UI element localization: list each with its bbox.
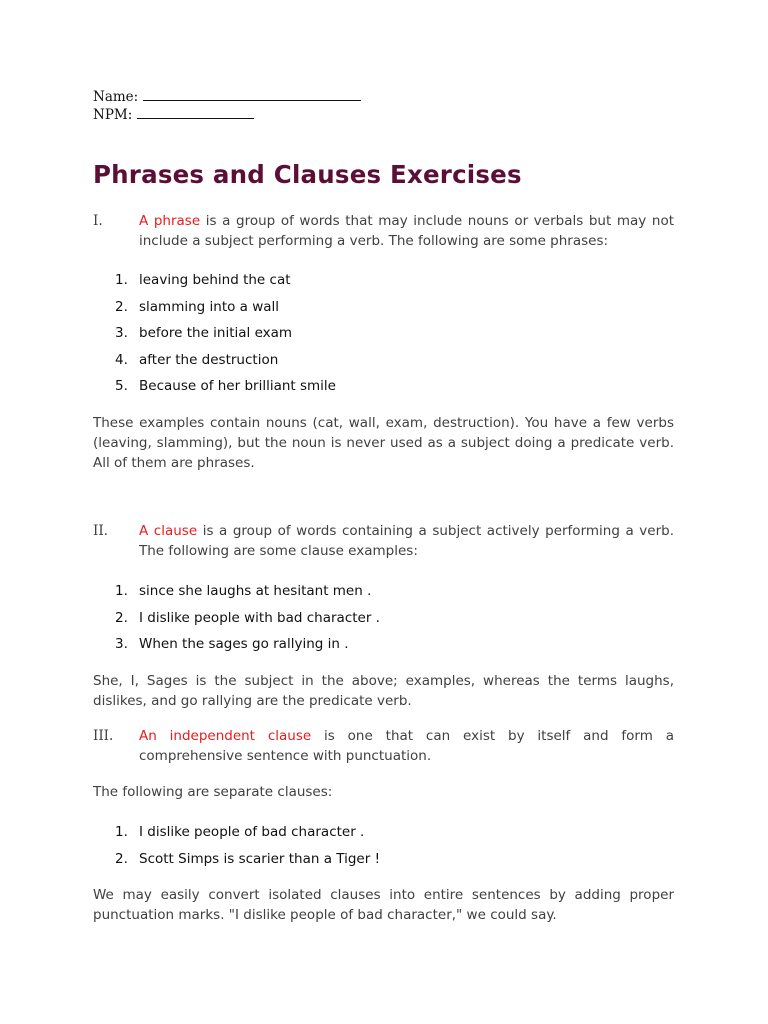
section-1-definition xyxy=(93,211,674,251)
npm-blank-line xyxy=(137,106,254,119)
list-item-text: slamming into a wall xyxy=(139,298,280,315)
list-item-number: 2. xyxy=(115,609,128,626)
list-item-number: 1. xyxy=(115,583,128,599)
section-3-highlight: An independent clause xyxy=(139,728,312,744)
section-2-highlight: A clause xyxy=(139,523,198,539)
list-item-number: 3. xyxy=(115,325,128,341)
section-2-body: is a group of words containing a subject actively performing a verb. The following are some clause examples: xyxy=(139,523,674,559)
name-row xyxy=(93,88,361,106)
section-2-definition xyxy=(93,521,674,561)
list-item-number: 1. xyxy=(115,272,128,288)
list-item-text: since she laughs at hesitant men . xyxy=(139,583,372,599)
section-3-intro: The following are separate clauses: xyxy=(93,784,333,800)
section-2-text xyxy=(139,521,674,561)
list-item-number: 2. xyxy=(115,850,128,867)
list-item-text: after the destruction xyxy=(139,351,279,368)
list-item-number: 5. xyxy=(115,378,128,394)
list-item-number: 2. xyxy=(115,298,128,315)
section-3-explanation: We may easily convert isolated clauses into entire sentences by adding proper punctuation marks. "I dislike people of bad character," we could say. xyxy=(93,887,674,923)
section-2-explanation: She, I, Sages is the subject in the above; examples, whereas the terms laughs, dislikes, and go rallying are the predicate verb. xyxy=(93,673,674,709)
section-3-body: is one that can exist by itself and form a comprehensive sentence with punctuation. xyxy=(139,728,674,764)
list-item-number: 4. xyxy=(115,351,128,368)
student-info-header xyxy=(93,88,361,124)
list-item-text: before the initial exam xyxy=(139,325,293,341)
list-item-text: I dislike people with bad character . xyxy=(139,609,380,626)
section-3-definition xyxy=(93,726,674,766)
section-1-numeral: I. xyxy=(93,213,103,229)
list-item-number: 3. xyxy=(115,636,128,652)
npm-row xyxy=(93,106,361,124)
list-item-text: When the sages go rallying in . xyxy=(139,636,349,652)
section-3-text xyxy=(139,726,674,766)
section-1-explanation: These examples contain nouns (cat, wall, exam, destruction). You have a few verbs (leaving, slamming), but the noun is never used as a subject doing a predicate verb. All of them are phrases. xyxy=(93,415,674,471)
section-3-numeral: III. xyxy=(93,728,114,744)
section-1-body: is a group of words that may include nouns or verbals but may not include a subject performing a verb. The following are some phrases: xyxy=(139,213,674,249)
section-1-text xyxy=(139,211,674,251)
list-item-text: Because of her brilliant smile xyxy=(139,378,336,394)
list-item-text: Scott Simps is scarier than a Tiger ! xyxy=(139,850,380,867)
name-label: Name: xyxy=(93,89,139,105)
name-blank-line xyxy=(143,88,361,101)
section-2-numeral: II. xyxy=(93,523,108,539)
list-item-text: leaving behind the cat xyxy=(139,272,291,288)
npm-label: NPM: xyxy=(93,107,133,123)
list-item-text: I dislike people of bad character . xyxy=(139,824,365,840)
page-title: Phrases and Clauses Exercises xyxy=(93,160,522,189)
section-1-highlight: A phrase xyxy=(139,213,201,229)
list-item-number: 1. xyxy=(115,824,128,840)
